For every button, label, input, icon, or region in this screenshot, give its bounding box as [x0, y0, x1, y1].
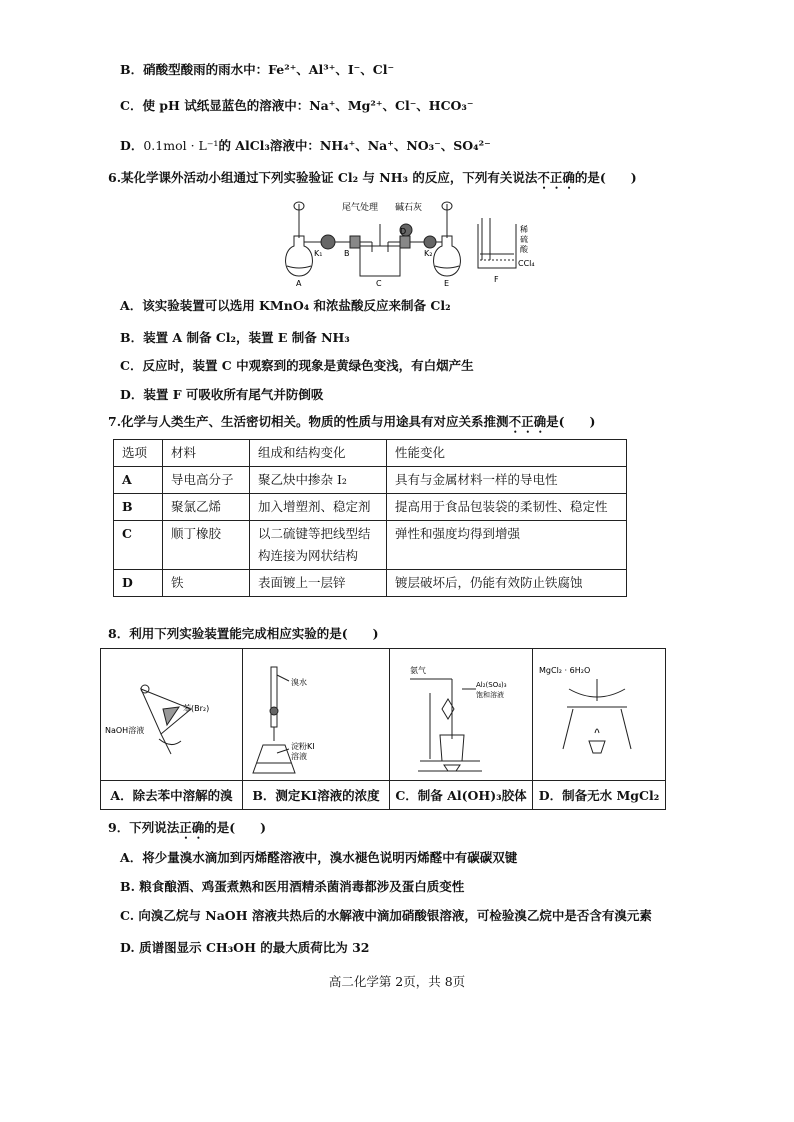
- q6-label-acid-1: 稀: [520, 225, 528, 234]
- table-row: [114, 467, 627, 494]
- table-cell: 弹性和强度均得到增强: [387, 521, 627, 570]
- table-row: [114, 570, 627, 597]
- q6-label-c: C: [376, 279, 382, 288]
- q8-caption-d: D．制备无水 MgCl₂: [533, 781, 666, 810]
- q6-label-d: D: [400, 227, 407, 236]
- q5-c-ions: Na⁺、Mg²⁺、Cl⁻、HCO₃⁻: [309, 98, 474, 113]
- evaporation-figure: [533, 649, 663, 777]
- table-cell: 导电高分子: [163, 467, 250, 494]
- q6-label-ccl4: CCl₄: [518, 259, 535, 268]
- table-cell: A: [114, 467, 163, 494]
- q8-label-mgcl2: MgCl₂ · 6H₂O: [539, 666, 591, 675]
- q8-label-ammonia: 氨气: [410, 666, 426, 675]
- q8-figure-d: [533, 649, 666, 781]
- q5-d-conc: 0.1mol · L⁻¹: [143, 138, 219, 153]
- q6-label-acid-3: 酸: [520, 245, 528, 254]
- q8-figure-row: [101, 649, 666, 781]
- table-cell: 铁: [163, 570, 250, 597]
- table-header-cell: 组成和结构变化: [250, 440, 387, 467]
- q5-c-label: C．使 pH 试纸显蓝色的溶液中：: [120, 98, 310, 113]
- q8-label-al-1: Al₂(SO₄)₃: [476, 681, 507, 689]
- q9-stem: [108, 820, 266, 842]
- table-cell: 加入增塑剂、稳定剂: [250, 494, 387, 521]
- q6-label-k2: K₂: [424, 249, 433, 258]
- table-cell: 镀层破坏后，仍能有效防止铁腐蚀: [387, 570, 627, 597]
- q6-stem-emphasis: 不正确: [537, 170, 575, 185]
- colloid-prep-figure: [390, 649, 532, 777]
- table-cell: B: [114, 494, 163, 521]
- q8-label-starch-ki-1: 淀粉KI: [291, 742, 315, 751]
- q7-stem: [108, 414, 595, 436]
- table-cell: 表面镀上一层锌: [250, 570, 387, 597]
- q9-option-a: A．将少量溴水滴加到丙烯醛溶液中，溴水褪色说明丙烯醛中有碳碳双键: [120, 850, 518, 865]
- q6-option-d: D．装置 F 可吸收所有尾气并防倒吸: [120, 387, 324, 402]
- table-cell: 聚乙炔中掺杂 I₂: [250, 467, 387, 494]
- q8-label-bromine-water: 溴水: [291, 678, 307, 687]
- q6-option-b: B．装置 A 制备 Cl₂，装置 E 制备 NH₃: [120, 330, 350, 345]
- table-row: [114, 494, 627, 521]
- q8-caption-row: [101, 781, 666, 810]
- q8-label-al-2: 饱和溶液: [476, 691, 504, 699]
- q6-label-f: F: [494, 275, 499, 284]
- q6-label-acid-2: 硫: [520, 235, 528, 244]
- q6-label-b: B: [344, 249, 350, 258]
- table-header-cell: 材料: [163, 440, 250, 467]
- q6-stem-b: 的是( ): [574, 170, 637, 185]
- table-row: [114, 521, 627, 570]
- q8-figure-c: [390, 649, 533, 781]
- titration-figure: [243, 649, 389, 777]
- q8-label-benzene: 苯(Br₂): [183, 704, 210, 713]
- table-header-cell: 选项: [114, 440, 163, 467]
- q5-option-c: [120, 98, 474, 114]
- table-cell: 顺丁橡胶: [163, 521, 250, 570]
- q7-stem-emphasis: 不正确: [508, 414, 547, 429]
- q6-option-a: A．该实验装置可以选用 KMnO₄ 和浓盐酸反应来制备 Cl₂: [120, 298, 451, 313]
- q9-stem-b: 的是( ): [204, 820, 267, 835]
- q8-stem: 8．利用下列实验装置能完成相应实验的是( ): [108, 626, 379, 641]
- q6-label-soda-lime: 碱石灰: [395, 203, 423, 213]
- q8-figure-b: [243, 649, 390, 781]
- q9-stem-emphasis: 正确: [179, 820, 205, 835]
- q6-stem: [108, 170, 637, 192]
- q6-option-c: C．反应时，装置 C 中观察到的现象是黄绿色变浅，有白烟产生: [120, 358, 474, 373]
- q9-stem-a: 9．下列说法: [108, 820, 180, 835]
- table-header-row: [114, 440, 627, 467]
- q5-b-ions: Fe²⁺、Al³⁺、I⁻、Cl⁻: [268, 62, 395, 77]
- q5-option-b: [120, 62, 394, 78]
- q5-option-d: [120, 138, 491, 154]
- q6-apparatus-figure: [282, 196, 552, 288]
- table-cell: C: [114, 521, 163, 570]
- q5-d-ions: NH₄⁺、Na⁺、NO₃⁻、SO₄²⁻: [319, 138, 491, 153]
- separatory-funnel-figure: [101, 649, 241, 777]
- q7-stem-a: 7.化学与人类生产、生活密切相关。物质的性质与用途具有对应关系推测: [108, 414, 509, 429]
- q8-figure-a: [101, 649, 243, 781]
- table-cell: 聚氯乙烯: [163, 494, 250, 521]
- q8-figure-table: [100, 648, 666, 810]
- q8-caption-c: C．制备 Al(OH)₃胶体: [390, 781, 533, 810]
- q9-option-d: D. 质谱图显示 CH₃OH 的最大质荷比为 32: [120, 940, 370, 955]
- page-footer: 高二化学第 2页，共 8页: [328, 974, 466, 989]
- q5-d-prefix: D．: [120, 138, 144, 153]
- q8-caption-a: A．除去苯中溶解的溴: [101, 781, 243, 810]
- q8-label-starch-ki-2: 溶液: [291, 752, 307, 761]
- q9-option-b: B. 粮食酿酒、鸡蛋煮熟和医用酒精杀菌消毒都涉及蛋白质变性: [120, 879, 465, 894]
- q8-label-naoh: NaOH溶液: [105, 726, 145, 735]
- q8-caption-b: B．测定KI溶液的浓度: [243, 781, 390, 810]
- q6-label-a: A: [296, 279, 302, 288]
- q6-stem-a: 6.某化学课外活动小组通过下列实验验证 Cl₂ 与 NH₃ 的反应，下列有关说法: [108, 170, 538, 185]
- table-cell: D: [114, 570, 163, 597]
- q6-label-e: E: [444, 279, 450, 288]
- q6-label-k1: K₁: [314, 249, 323, 258]
- table-header-cell: 性能变化: [387, 440, 627, 467]
- q5-b-label: B．硝酸型酸雨的雨水中：: [120, 62, 269, 77]
- table-cell: 具有与金属材料一样的导电性: [387, 467, 627, 494]
- q6-label-tail: 尾气处理: [342, 203, 379, 213]
- q7-table: [113, 439, 627, 597]
- q7-stem-b: 是( ): [546, 414, 596, 429]
- table-cell: 以二硫键等把线型结构连接为网状结构: [250, 521, 387, 570]
- q5-d-mid: 的 AlCl₃溶液中：: [218, 138, 320, 153]
- q9-option-c: C. 向溴乙烷与 NaOH 溶液共热后的水解液中滴加硝酸银溶液，可检验溴乙烷中是否含有溴元素: [120, 908, 652, 923]
- table-cell: 提高用于食品包装袋的柔韧性、稳定性: [387, 494, 627, 521]
